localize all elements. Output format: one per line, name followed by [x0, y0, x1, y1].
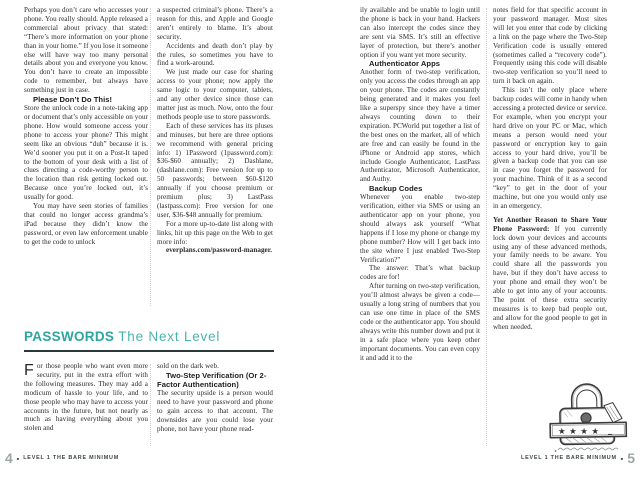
paragraph: Store the unlock code in a note-taking app or document that’s only accessible on your phone. How would someone access your phone to access your phone? This might seem like an obvious “duh” because it is. We’d sooner you put it on a Post-It taped to the bottom of your desk with a list of clues directing a code-worthy person to the location than risk getting locked out. Because once you’re locked out, it’s usually for good. — [24, 104, 148, 202]
paragraph: ily available and be unable to login until the phone is back in your hand. Hackers can also intercept the codes since they are sent via SMS. It’s still an effective layer of protection, but there’s another option if you want yet more security. — [360, 6, 480, 59]
left-page-column-1 — [24, 6, 148, 247]
runin-heading-share-phone-password: Yet Another Reason to Share Your Phone Password: — [493, 215, 607, 233]
paragraph: The answer: That’s what backup codes are for! — [360, 264, 480, 282]
footer-square-icon: ■ — [620, 455, 624, 461]
password-stars-text: ★★★★ — [558, 427, 603, 437]
section-title: PASSWORDS — [24, 329, 115, 344]
paragraph: After turning on two-step verification, you’ll almost always be given a code—usually a long string of numbers that you can use one time in place of the SMS code or the authenticator app. You should always write this number down and put it in a safe place where you keep other important documents. You can even copy it and add it to the — [360, 282, 480, 362]
paragraph: You may have seen stories of families that could no longer access grandma’s iPad because they didn’t know the password, or even law enforcement unable to get the code to unlock — [24, 202, 148, 246]
dropcap-letter: F — [24, 362, 34, 379]
left-page-lower-column-1 — [24, 362, 148, 433]
right-page-column-2 — [493, 6, 607, 332]
paragraph: Perhaps you don’t care who accesses your phone. You really should. Apple released a commercial about privacy that stated: “There’s more information on your phone than in your home.” If you lose it someone else will have way too many personal details about you and everyone you know. You don’t have to create an impossible code to remember, but always have something just in case. — [24, 6, 148, 95]
heading-backup-codes: Backup Codes — [369, 184, 423, 194]
left-page-lower-column-2 — [157, 362, 273, 433]
paragraph: This isn’t the only place where backup codes will come in handy when accessing a protected device or service. For example, when you encrypt your hard drive on your PC or Mac, which means a person would need your password or encryption key to gain access to your hard drive, you’ll be given a backup code that you can use in case you forget the password for your machine. Think of it as a second “key” to get in the door of your machine, but one you would only use in an emergency. — [493, 86, 607, 210]
footer-label: LEVEL 1 THE BARE MINIMUM — [23, 455, 119, 461]
footer-square-icon: ■ — [16, 455, 20, 461]
page-number: 5 — [627, 450, 635, 466]
paragraph: The security upside is a person would need to have your password and phone to gain access to that account. The downsides are you could lose your phone, not have your phone read- — [157, 388, 273, 433]
heading-please-dont-do-this: Please Don’t Do This! — [33, 95, 113, 105]
page-number: 4 — [5, 450, 13, 466]
section-subtitle: The Next Level — [118, 329, 221, 344]
padlock-icon — [546, 376, 630, 458]
runin-body: If you currently lock down your devices and accounts using any of these advanced methods, your family needs to be aware. You could share all the passwords you have, but if they don’t have access to your phone and email they won’t be able to get into any of your accounts. The point of these extra security measures is to keep bad people out, and allow for the good people to get in when needed. — [493, 224, 607, 331]
column-divider — [486, 8, 487, 446]
paragraph: Each of these services has its pluses and minuses, but here are three options we recommend with general pricing info: 1) 1Password (1password.com): $36-$60 annually; 2) Dashlane, (dashlane.com): Free version for up to 50 passwords; between $60-$120 annually if you choose premium or premium plus; 3) LastPass (lastpass.com): Free version for one user, $36-$48 annually for premium. — [157, 121, 273, 219]
paragraph: We just made our case for sharing access to your phone; now apply the same logic to your computer, tablets, and any other device since those can matter just as much. Now, onto the four methods people use to store passwords. — [157, 68, 273, 121]
paragraph: Accidents and death don’t play by the rules, so sometimes you have to find a work-around. — [157, 41, 273, 68]
paragraph-with-dropcap — [24, 362, 148, 433]
right-page-column-1 — [360, 6, 480, 362]
section-heading-passwords-next-level — [24, 328, 274, 352]
column-divider — [150, 364, 151, 446]
right-page-footer — [521, 451, 635, 465]
paragraph: sold on the dark web. — [157, 362, 219, 370]
padlock-illustration — [546, 376, 630, 458]
column-divider — [150, 8, 151, 306]
paragraph-text: or those people who want even more security, put in the extra effort with the following measures. They may add a modicum of hassle to your life, and to those people who may have to access your accounts in the future, but not nearly as much as having everything about you stolen and — [24, 362, 148, 433]
paragraph: Another form of two-step verification, only you access the codes through an app on your phone. The codes are constantly being generated and it makes you feel like a superspy since they have a timer always counting down to their expiration. PCWorld put together a list of the best ones on the market, all of which are free and can easily be found in the iPhone or Android app stores, which include Google Authenticator, LastPass Authenticator, Microsoft Authenticator, and Authy. — [360, 68, 480, 184]
heading-authenticator-apps: Authenticator Apps — [369, 59, 441, 69]
paragraph: For a more up-to-date list along with links, hit up this page on the Web to get more info: — [157, 219, 273, 246]
footer-label: LEVEL 1 THE BARE MINIMUM — [521, 455, 617, 461]
paragraph-runin — [493, 216, 607, 332]
heading-two-step-verification: Two-Step Verification (Or 2-Factor Authentication) — [157, 370, 267, 389]
password-cursor-text: _ — [608, 426, 612, 435]
left-page-footer — [5, 451, 119, 465]
paragraph: a suspected criminal’s phone. There’s a reason for this, and Apple and Google aren’t entirely to blame. It’s about security. — [157, 6, 273, 41]
paragraph: notes field for that specific account in your password manager. Most sites will let you enter that code by clicking a link on the page where the Two-Step Verification code is usually entered (sometimes called a “recovery code”). Frequently using this code will disable two-step verification so you’ll need to turn it back on again. — [493, 6, 607, 86]
shadow-squiggle — [558, 448, 618, 450]
paragraph: Whenever you enable two-step verification, either via SMS or using an authenticator app on your phone, you should always ask yourself “What happens if I lose my phone or change my phone number? How will I get back into the site where I just enabled Two-Step Verification?” — [360, 193, 480, 264]
password-manager-url: everplans.com/password-manager. — [166, 246, 273, 255]
left-page-column-2 — [157, 6, 273, 255]
